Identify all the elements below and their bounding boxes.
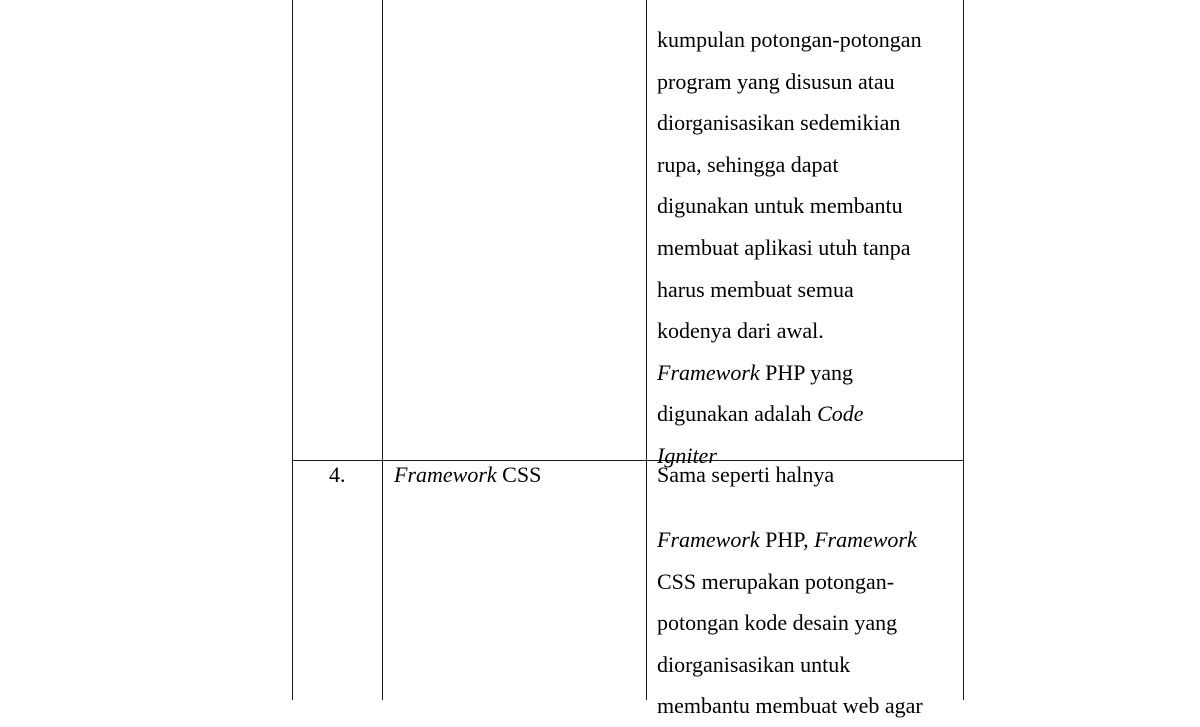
row4-description-text: Framework xyxy=(814,527,917,552)
row3-description-line xyxy=(657,227,957,269)
table-border-left xyxy=(292,0,293,700)
row3-description-text: harus membuat semua xyxy=(657,276,854,302)
row4-first-line: Sama seperti halnya xyxy=(657,462,835,487)
row3-description-text: diorganisasikan sedemikian xyxy=(657,110,901,136)
row4-description-text: potongan kode desain yang xyxy=(657,610,898,636)
row3-description-text: rupa, sehingga dapat xyxy=(657,151,839,177)
row3-description-cell xyxy=(657,19,957,468)
row4-description-line xyxy=(657,602,957,644)
row3-description-text: Framework xyxy=(657,359,760,385)
row3-description-text: digunakan adalah xyxy=(657,401,818,427)
row4-description-text: Framework xyxy=(657,527,760,552)
row4-description-text: membantu membuat web agar xyxy=(657,693,923,719)
row3-description-text: PHP yang xyxy=(759,359,853,385)
table-column-divider-1 xyxy=(382,0,383,700)
row4-description-cell xyxy=(657,519,957,719)
row4-description-text: PHP, xyxy=(759,527,815,552)
table-column-divider-2 xyxy=(646,0,647,700)
row4-description-line xyxy=(657,561,957,603)
row4-description-line xyxy=(657,685,957,727)
table-border-right xyxy=(963,0,964,700)
row3-description-line xyxy=(657,144,957,186)
row3-description-text: program yang disusun atau xyxy=(657,68,895,94)
row3-description-line xyxy=(657,185,957,227)
row4-description-text: CSS merupakan potongan- xyxy=(657,568,895,594)
row4-term xyxy=(394,460,541,490)
row3-description-line xyxy=(657,393,957,435)
row4-description-text: diorganisasikan untuk xyxy=(657,651,851,677)
row4-number: 4. xyxy=(329,462,346,487)
row3-description-text: Igniter xyxy=(657,442,717,468)
row3-description-text: kodenya dari awal. xyxy=(657,318,824,344)
row3-description-text: kumpulan potongan-potongan xyxy=(657,27,922,52)
row3-description-line xyxy=(657,352,957,394)
row3-description-text: membuat aplikasi utuh tanpa xyxy=(657,234,911,260)
row3-description-line xyxy=(657,61,957,103)
row3-description-text: Code xyxy=(817,401,864,427)
row3-description-line xyxy=(657,310,957,352)
row4-description-line xyxy=(657,644,957,686)
row3-description-line xyxy=(657,269,957,311)
row4-term-rest: CSS xyxy=(496,462,542,487)
row4-term-italic: Framework xyxy=(394,462,497,487)
row3-description-text: digunakan untuk membantu xyxy=(657,193,903,219)
row3-description-line xyxy=(657,19,957,61)
row3-description-line xyxy=(657,102,957,144)
row4-description-line xyxy=(657,519,957,561)
